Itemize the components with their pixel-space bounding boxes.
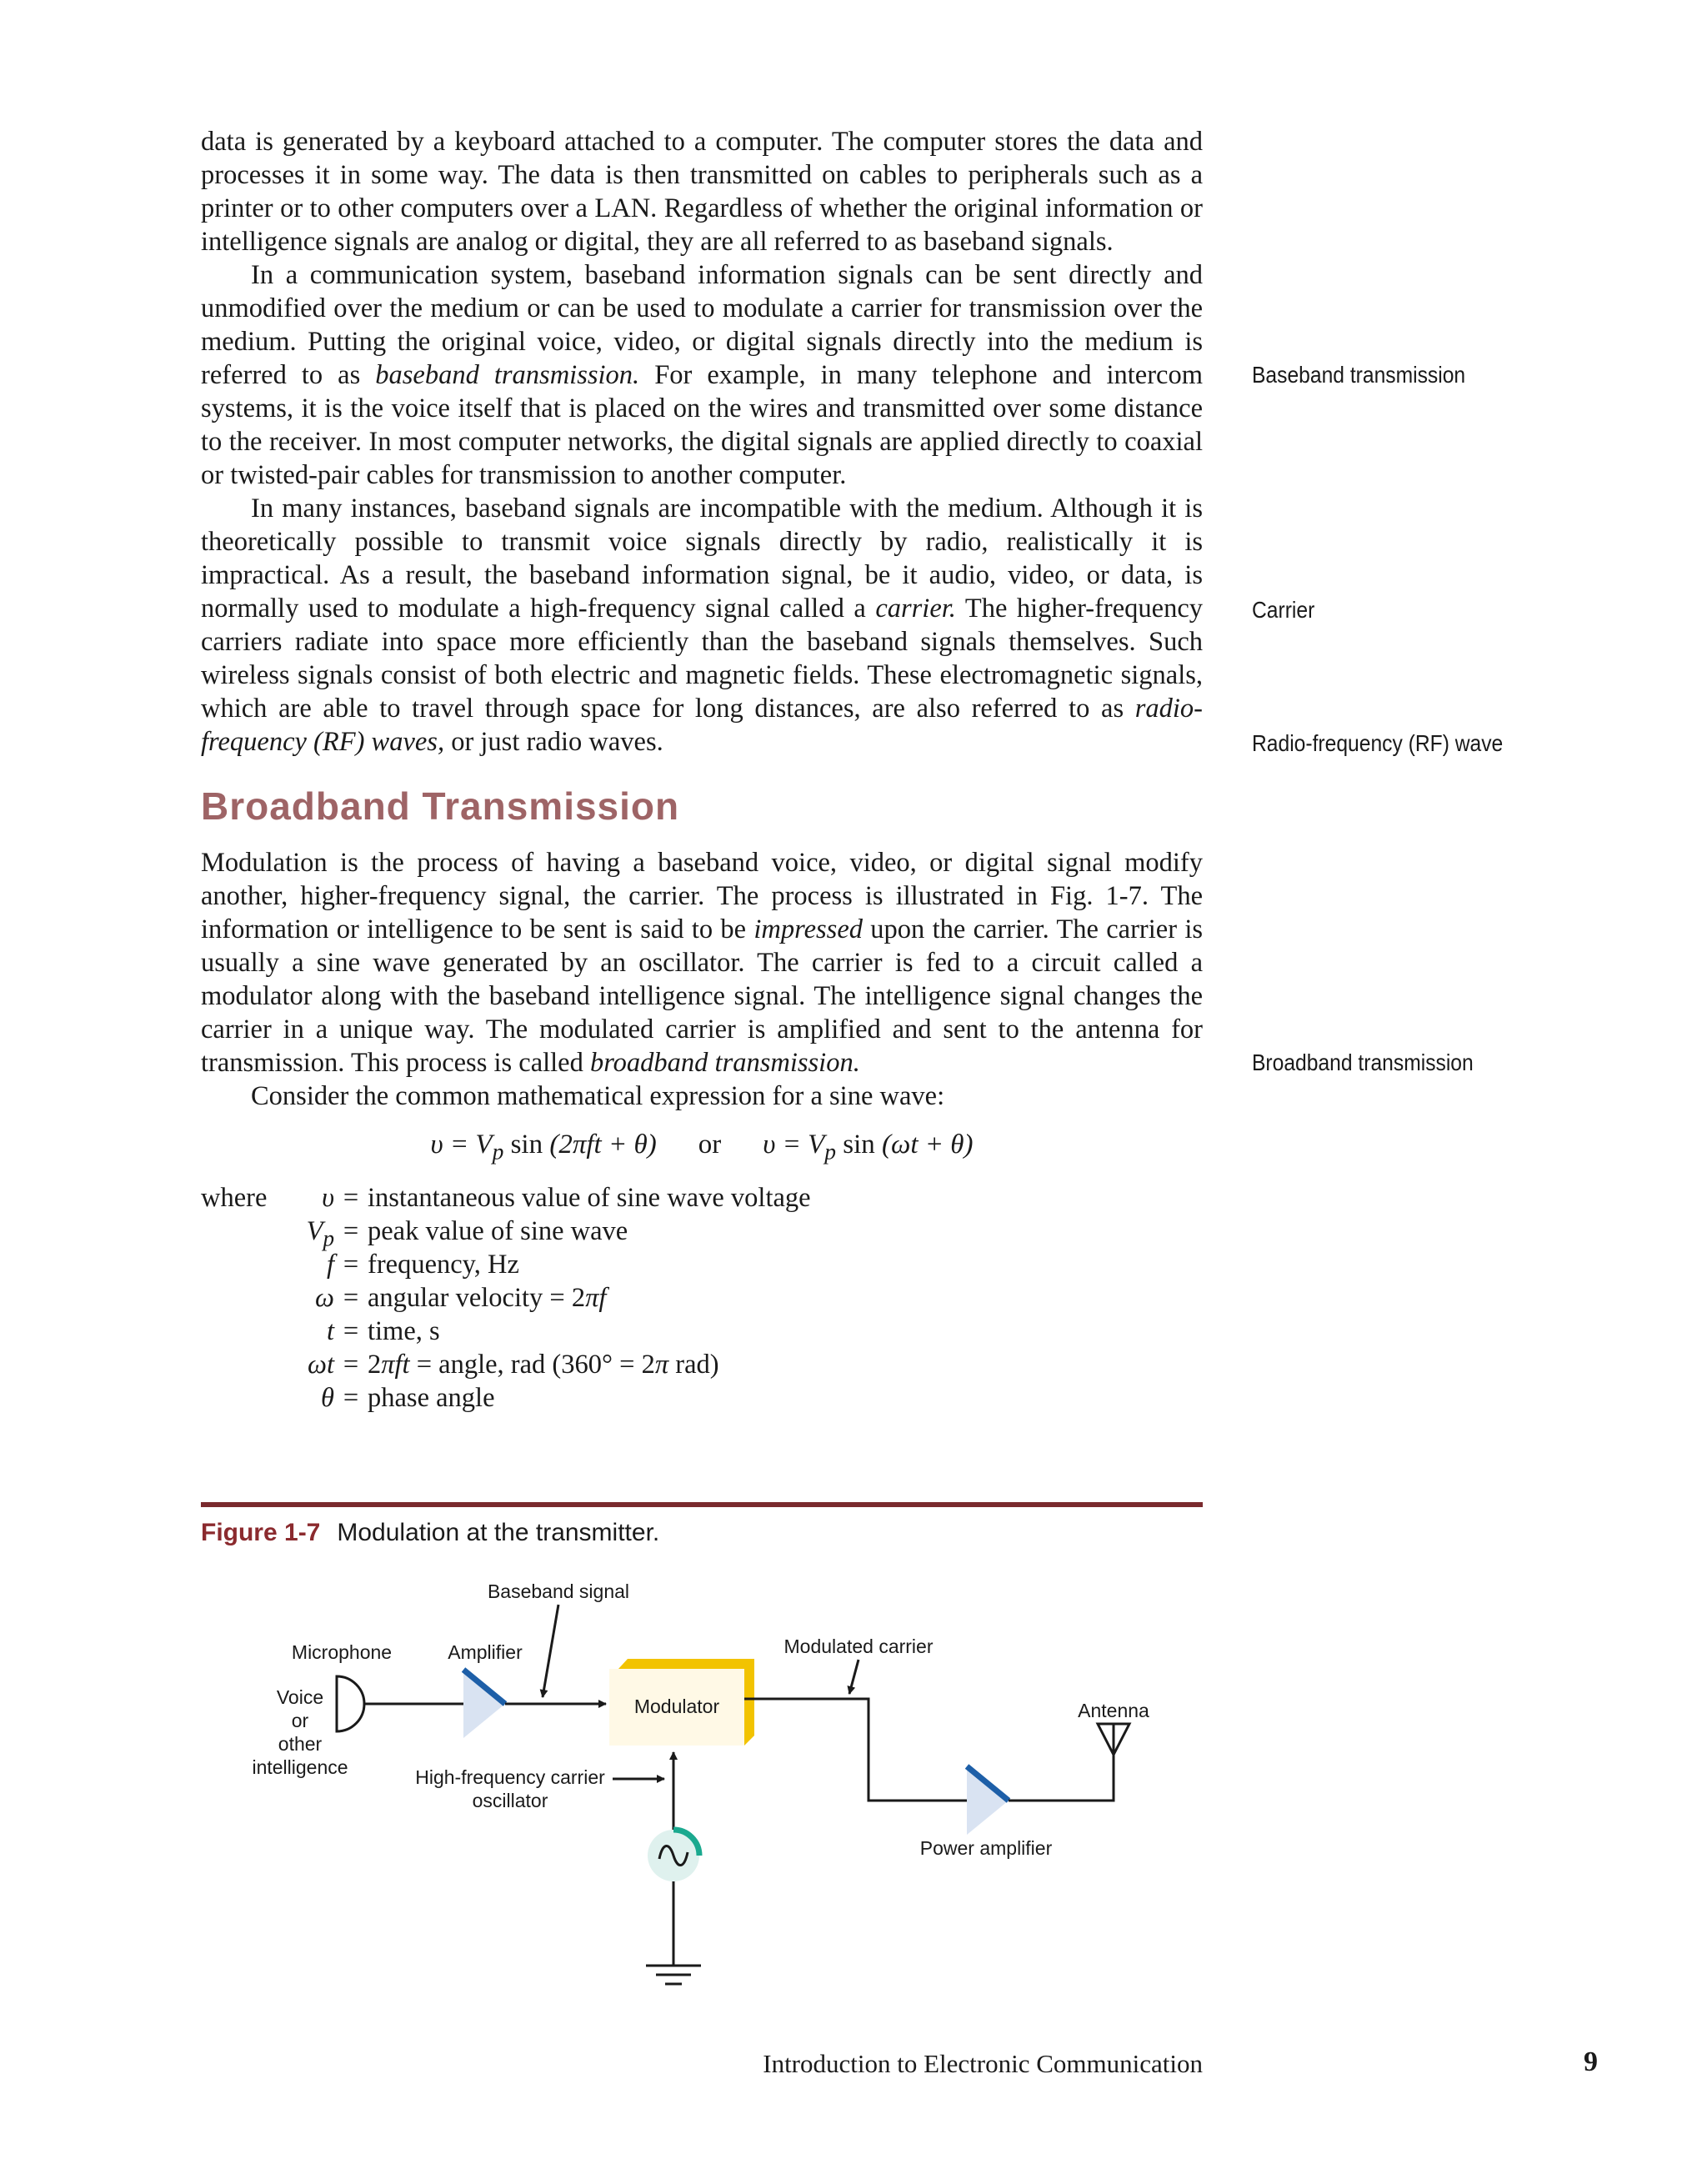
power-amplifier-icon [967, 1766, 1009, 1835]
definition-equals: = [343, 1283, 359, 1313]
label-oscillator-1: High-frequency carrier [415, 1766, 605, 1788]
section-heading: Broadband Transmission [201, 784, 680, 828]
power-amp-to-antenna-wire [1009, 1755, 1114, 1801]
paragraph-5: Consider the common mathematical expression for a sine wave: [251, 1081, 945, 1111]
definition-text: instantaneous value of sine wave voltage [368, 1183, 811, 1213]
definition-symbol: $V_p$ [306, 1216, 334, 1251]
paragraph-4: Modulation is the process of having a baseband voice, video, or digital signal modify another, higher-frequency signal, the carrier. The process is illustrated in Fig. 1-7. The information or intelligence to be sent is said to be impressed upon the carrier. The carrier is usually a sine wave generated by an oscillator. The carrier is fed to a circuit called a modulator along with the baseband intelligence signal. The intelligence signal changes the carrier in a unique way. The modulated carrier is amplified and sent to the antenna for transmission. This process is called broadband transmission. [201, 848, 1203, 1078]
margin-note-baseband: Baseband transmission [1252, 362, 1466, 388]
running-footer-title: Introduction to Electronic Communication [763, 2049, 1203, 2078]
equation-left: $\upsilon = V_p$ sin (2πft + θ) [430, 1130, 657, 1165]
label-power-amplifier: Power amplifier [919, 1837, 1053, 1859]
label-modulated-carrier: Modulated carrier [783, 1635, 934, 1657]
label-voice-1: Voice [276, 1686, 324, 1708]
definition-text: 2πft = angle, rad (360° = 2π rad) [368, 1350, 719, 1380]
label-antenna: Antenna [1078, 1700, 1149, 1721]
definition-text: frequency, Hz [368, 1250, 519, 1280]
equation-or: or [698, 1130, 722, 1160]
definition-text: phase angle [368, 1383, 495, 1413]
definition-symbol: υ [322, 1183, 334, 1213]
amplifier-icon [463, 1670, 505, 1738]
definition-equals: = [343, 1183, 359, 1213]
paragraph-2: In a communication system, baseband information signals can be sent directly and unmodified over the medium or can be used to modulate a carrier for transmission over the medium. Putting the original voice, video, or digital signals directly into the medium is referred to as baseband transmission. For example, in many telephone and intercom systems, it is the voice itself that is placed on the wires and transmitted over some distance to the receiver. In most computer networks, the digital signals are applied directly to coaxial or twisted-pair cables for transmission to another computer. [201, 260, 1203, 490]
definition-equals: = [343, 1216, 359, 1246]
definition-equals: = [343, 1383, 359, 1413]
definition-equals: = [343, 1250, 359, 1280]
modulator-to-power-amp-wire [744, 1699, 967, 1801]
oscillator-icon [648, 1830, 699, 1881]
paragraph-3: In many instances, baseband signals are incompatible with the medium. Although it is theoretically possible to transmit voice signals directly by radio, realistically it is impractical. As a result, the baseband information signal, be it audio, video, or data, is normally used to modulate a high-frequency signal called a carrier. The higher-frequency carriers radiate into space more efficiently than the baseband signals themselves. Such wireless signals consist of both electric and magnetic fields. These electromagnetic signals, which are able to travel through space for long distances, are also referred to as radio-frequency (RF) waves, or just radio waves. [201, 493, 1204, 757]
modulated-carrier-arrow [849, 1660, 859, 1694]
definition-text: peak value of sine wave [368, 1216, 628, 1246]
modulator-label: Modulator [633, 1696, 720, 1718]
page-number: 9 [1584, 2046, 1598, 2077]
definition-equals: = [343, 1316, 359, 1346]
definition-text: angular velocity = 2πf [368, 1283, 607, 1313]
margin-note-broadband: Broadband transmission [1252, 1049, 1474, 1075]
figure-number: Figure 1-7 [201, 1519, 321, 1546]
label-baseband-signal: Baseband signal [487, 1580, 630, 1602]
label-amplifier: Amplifier [448, 1641, 523, 1663]
equation-right: $\upsilon = V_p$ sin (ωt + θ) [763, 1130, 974, 1165]
definition-equals: = [343, 1350, 359, 1380]
definition-symbol: ωt [308, 1350, 334, 1380]
definition-symbol: t [326, 1316, 334, 1346]
microphone-icon [337, 1676, 364, 1731]
label-voice-3: other [278, 1733, 323, 1755]
definition-symbol: θ [321, 1383, 334, 1413]
label-microphone: Microphone [291, 1641, 393, 1663]
definition-symbol: f [326, 1250, 334, 1280]
margin-note-rf-wave: Radio-frequency (RF) wave [1252, 730, 1504, 756]
definition-text: time, s [368, 1316, 440, 1346]
label-voice-2: or [291, 1710, 309, 1731]
label-oscillator-2: oscillator [472, 1790, 548, 1811]
baseband-arrow [543, 1605, 558, 1697]
margin-note-carrier: Carrier [1252, 597, 1315, 623]
antenna-icon [1098, 1724, 1129, 1755]
definition-lead: where [201, 1183, 268, 1213]
ground-icon [646, 1966, 701, 1984]
definition-symbol: ω [315, 1283, 334, 1313]
label-voice-4: intelligence [252, 1756, 348, 1778]
paragraph-1: data is generated by a keyboard attached to a computer. The computer stores the data and processes it in some way. The data is then transmitted on cables to peripherals such as a printer or to other computers over a LAN. Regardless of whether the original information or intelligence signals are analog or digital, they are all referred to as baseband signals. [201, 127, 1203, 257]
figure-title: Modulation at the transmitter. [337, 1519, 660, 1546]
modulator-block [609, 1659, 754, 1746]
